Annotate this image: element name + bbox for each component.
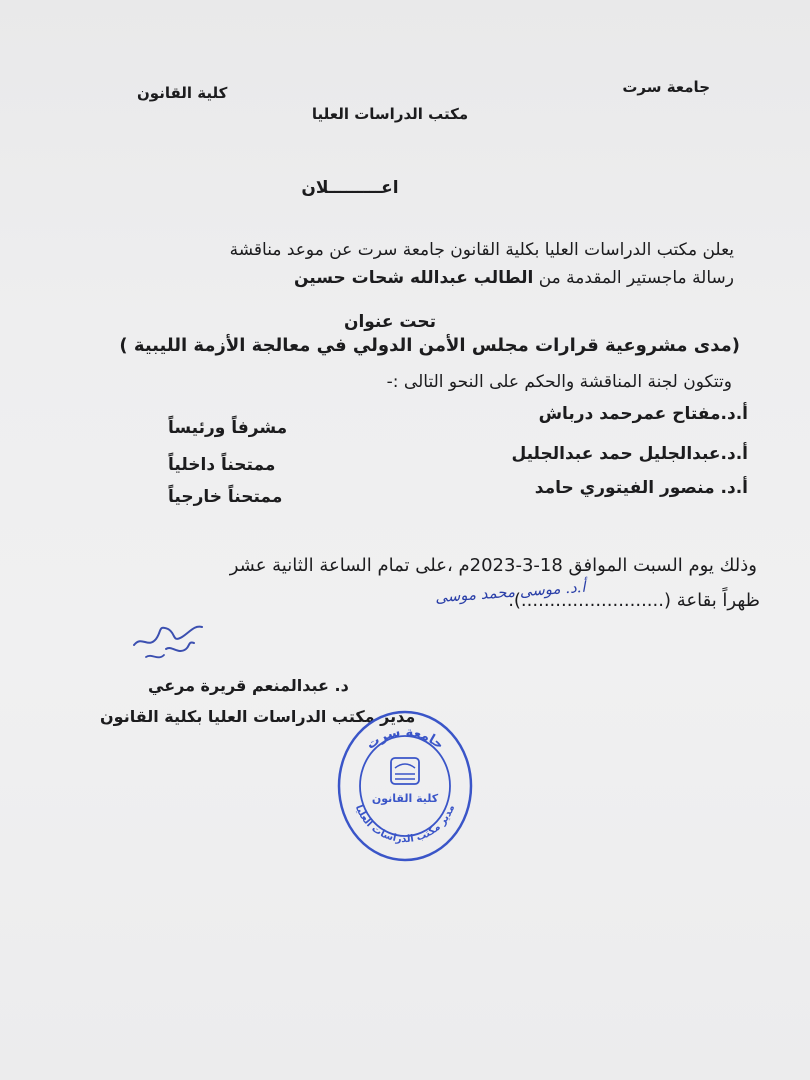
committee-member-role: مشرفاً ورئيساً (168, 418, 288, 438)
handwritten-signature (128, 615, 208, 665)
committee-member-role: ممتحناً خارجياً (168, 487, 283, 507)
announcement-line-2-prefix: رسالة ماجستير المقدمة من (533, 268, 734, 288)
committee-member-role: ممتحناً داخلياً (168, 455, 276, 475)
faculty-name: كلية القانون (137, 84, 228, 102)
signature-stroke (146, 655, 164, 657)
student-name: الطالب عبدالله شحات حسين (293, 268, 534, 288)
signature-stroke (166, 643, 194, 651)
office-name: مكتب الدراسات العليا (311, 105, 469, 123)
stamp-center-text: كلية القانون (371, 792, 439, 805)
thesis-title: (مدى مشروعية قرارات مجلس الأمن الدولي في معالجة الأزمة الليبية ) (119, 335, 740, 356)
committee-intro: وتتكون لجنة المناقشة والحكم على النحو التالى :- (386, 372, 732, 392)
stamp-emblem-icon (391, 758, 419, 784)
announcement-title: اعـــــــــلان (301, 178, 399, 198)
schedule-line-1: وذلك يوم السبت الموافق 18-3-2023م ،على تمام الساعة الثانية عشر (229, 555, 757, 576)
hall-handwritten-note: أ.د. موسى محمد موسى (434, 577, 587, 607)
stamp-top-text: جامعة سرت (363, 724, 447, 753)
under-title-label: تحت عنوان (343, 312, 437, 332)
signatory-name: د. عبدالمنعم قريرة مرعي (148, 676, 349, 695)
announcement-line-2 (294, 268, 734, 288)
committee-member-name: أ.د. منصور الفيتوري حامد (534, 478, 748, 498)
signatory-title: مدير مكتب الدراسات العليا بكلية القانون (100, 707, 416, 726)
committee-member-name: أ.د.عبدالجليل حمد عبدالجليل (511, 444, 748, 464)
announcement-line-1: يعلن مكتب الدراسات العليا بكلية القانون جامعة سرت عن موعد مناقشة (229, 240, 734, 260)
schedule-line-2: ظهراً بقاعة (.........................). (508, 590, 760, 611)
committee-member-name: أ.د.مفتاح عمرحمد درباش (538, 404, 748, 424)
stamp-bottom-text: مدير مكتب الدراسات العليا (352, 803, 458, 846)
university-name: جامعة سرت (622, 78, 710, 96)
official-stamp (335, 708, 475, 863)
